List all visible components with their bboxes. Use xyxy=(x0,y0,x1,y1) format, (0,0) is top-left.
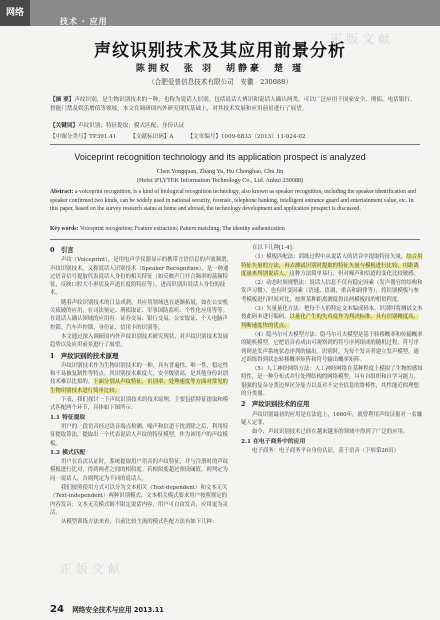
watermark: 正版文献 xyxy=(330,32,395,46)
paragraph: 用户在首次认证时，系统提取用户语音的声纹特征，并与注册时的声纹模板进行比对，得到两者之间的相似度。若相似度超过预设阈值，则判定为同一说话人，否则判定为不同的说话人。 xyxy=(50,459,229,482)
watermark: 正版文献 xyxy=(60,562,125,576)
english-abstract-label: Abstract: xyxy=(50,189,74,195)
english-title: Voiceprint recognition technology and its application prospect is analyzed xyxy=(74,152,366,162)
paragraph: 电子商务：电子商务平台身份认证，基于语音（下转第26页） xyxy=(252,447,400,454)
paragraph xyxy=(241,305,423,330)
page-number: 24 xyxy=(50,604,64,615)
paragraph xyxy=(50,362,232,395)
keywords-label: 【关键词】 xyxy=(50,123,78,129)
highlighted-text: 以量化产生的失真度作为判决标准，具有识别精度高、判断速度快的优点。 xyxy=(241,314,419,329)
document-code: 【文献标识码】A xyxy=(130,134,174,140)
highlighted-text: 结合用特征矢量的方法，再去测试识别时提取的特征矢量与模板进行比较，用距离度量来判别说话人， xyxy=(241,254,423,277)
subsection-heading: 1.1 特征提取 xyxy=(50,414,86,421)
paragraph xyxy=(241,253,423,278)
article-number: 【文章编号】1009-6833（2013）11-024-02 xyxy=(187,134,306,140)
english-affiliation: (Hefei iFLYTEK Information Technology Co., Ltd. Anhui 230088) xyxy=(136,177,304,184)
classification-line xyxy=(50,132,420,140)
divider xyxy=(50,144,420,145)
issue-date: 2013.11 xyxy=(133,606,164,614)
english-authors: Chen Yongquan, Zhang Yu, Hu Chonghao, Chu Jin xyxy=(156,168,284,175)
paragraph: 我们按照使用方式可以分为文本相关（Text-dependent）和文本无关（Text-independent）两种识别模式。文本相关模式要求用户按照规定的内容发音；文本无关模式则不限定说话内容，用户可自由发音，应用更为灵活。 xyxy=(50,485,228,516)
paper-authors: 陈拥权 张 羽 胡静豪 楚 瑾 xyxy=(135,64,305,74)
subsection-heading: 2.1 在电子商务中的应用 xyxy=(241,438,306,445)
paragraph: 下表，我们探讨一下声纹识别技术的技术原理，主要包括特征提取和模式匹配两个环节，具体如下图所示： xyxy=(50,397,229,412)
paragraph: 随着声纹识别技术的日益成熟，其应用领域也在逐渐拓展，如在公安机关侦破的应用，在司法鉴定、刑侦取证、军事国防监听、个性化应用等等。在说话人确认领域的应用有：证券交易、银行交易、公安取证、个人电脑声控锁、汽车声控锁、身份证、信用卡的识别等。 xyxy=(50,299,229,331)
journal-name: 网络安全技术与应用 xyxy=(72,606,132,614)
section-heading: 2 声纹识别技术的应用 xyxy=(241,400,310,409)
section-heading: 0 引言 xyxy=(50,246,74,254)
paragraph: 声纹识别最初的应用是在法庭上，1660年，就曾利用声纹证据对一名嫌疑人定罪， xyxy=(241,411,423,426)
paragraph: （4）隐马尔可夫模型方法：隐马尔可夫模型是基于转移概率和传输概率的随机模型，它把语音看成由可观察到的符号序列组成的随机过程，符号序列则是发声系统状态序列的输出。识别时，为每个发音者建立发声模型，通过训练得到状态转移概率矩阵和符号输出概率矩阵。 xyxy=(241,331,423,363)
page-footer xyxy=(50,604,164,615)
paragraph-text: （3）矢量量化方法：把每个人的特定文本编成码本，识别时将测试文本按此码本进行编码， xyxy=(241,306,423,321)
journal-logo: 网络 xyxy=(0,0,30,26)
chinese-keywords xyxy=(50,121,420,129)
paragraph-text: （1）模板匹配法：训练过程中从说话人的语音中提取特征矢量， xyxy=(252,254,407,261)
body-left-column xyxy=(50,244,232,528)
english-keywords-text: Voiceprint recognition; Feature extraction; Pattern matching; The identity authentication xyxy=(79,226,285,232)
english-keywords xyxy=(50,226,420,232)
english-abstract-text: a voiceprint recognition, is a kind of biological recognition technology, also known as speaker recognition, including the speaker identification and speaker confirmed two kinds, can be widely used in national security, forensic, telephone banking, intelligent entrance guard and entertainment value, etc. In this paper, based on the survey research status at home and abroad, the technology development and application prospect is discussed. xyxy=(50,189,416,213)
paragraph: 声纹（Voiceprint），是用电声学仪器显示的携带言语信息的声波频谱，声纹识别技术，又称说话人识别技术（Speaker Recognition），是一种通过语音信号提取代表说话人身份的相关特征（如反映声门开合频率的基频特征、反映口腔大小形状及声道长度的特征等），进而识别出说话人身份的技术。 xyxy=(50,257,232,297)
paper-title: 声纹识别技术及其应用前景分析 xyxy=(94,41,346,61)
section-heading: 1 声纹识别的技术原理 xyxy=(50,351,119,360)
highlighted-text: 下面分别从声纹特征、识别率、处理速度等方面对常见的生物识别技术进行简单比较。 xyxy=(50,379,228,394)
paragraph: 在以下几种[1-4]： xyxy=(252,245,298,251)
paragraph: （2）动态时间规整法：说话人信息不仅有稳定因素（发声器官的结构和发声习惯），也有时变因素（语速、语调、重音和韵律等），将识别模板与参考模板进行时间对比，按照某种距离测度得出两模板间的相似程度。 xyxy=(241,280,423,303)
paragraph: 用户的一段语音经过语音端点检测、噪声和信道干扰消除之后，利用特征提取算法，提取出一个代表说话人声纹的特征模型，作为该用户的声纹模板。 xyxy=(50,423,229,447)
paragraph: 如今，声纹识别技术已经在越来越多的领域中得到了广泛的应用。 xyxy=(252,429,409,436)
abstract-label: 【摘 要】 xyxy=(50,97,75,103)
paper-affiliation: （合肥爱普信息技术有限公司 安徽 230088） xyxy=(148,78,292,86)
body-right-column xyxy=(241,244,423,456)
paragraph: （5）人工神经网络方法：人工神经网络在某种程度上模拟了生物的感知特性，是一种分布式并行处理结构的网络模型，具有自组织和自学习能力，很强的复杂分类边界区分能力以及对不完全信息的鲁棒性，其性能近似理想的分类器。 xyxy=(241,366,423,398)
chinese-abstract xyxy=(50,96,420,114)
paragraph: 从模型训练方法来看，目前比较主流的模式匹配方法有如下几种： xyxy=(61,519,218,526)
english-keywords-label: Key words: xyxy=(50,226,79,232)
paragraph-text: 这种方法简单易行，但对噪声和信道的变化比较敏感。 xyxy=(289,270,419,277)
divider xyxy=(50,239,420,240)
section-tag: 技术 · 应用 xyxy=(60,17,108,26)
paragraph: 本文通过深入调研国内外声纹识别技术研究现状，对声纹识别技术发展趋势以及应用前景进行了展望。 xyxy=(50,333,229,349)
clc-number: 【中图分类号】TP391.41 xyxy=(50,134,117,140)
subsection-heading: 1.2 模式匹配 xyxy=(50,449,86,456)
header-bar xyxy=(0,0,440,26)
keywords-text: 声纹识别；特征提取；模式匹配；身份认证 xyxy=(77,123,185,129)
abstract-text: 声纹识别，是生物识别技术的一种，也称为说话人识别。包括说话人辨识和说话人确认两类。可以广泛应用于国家安全、刑侦、电话银行、智能门禁及娱乐增值等领域。本文在调研国内外研究现状基础上，对其技术发展和应用前景进行了展望。 xyxy=(50,97,416,112)
paragraph-text: 声纹识别技术作为生物识别技术的一种，具有普遍性、唯一性、稳定性和不易被复制性等特点。其识别技术难度大，安全级别高，是其他身份识别技术难以比拟的。 xyxy=(50,362,229,386)
english-abstract xyxy=(50,188,420,214)
